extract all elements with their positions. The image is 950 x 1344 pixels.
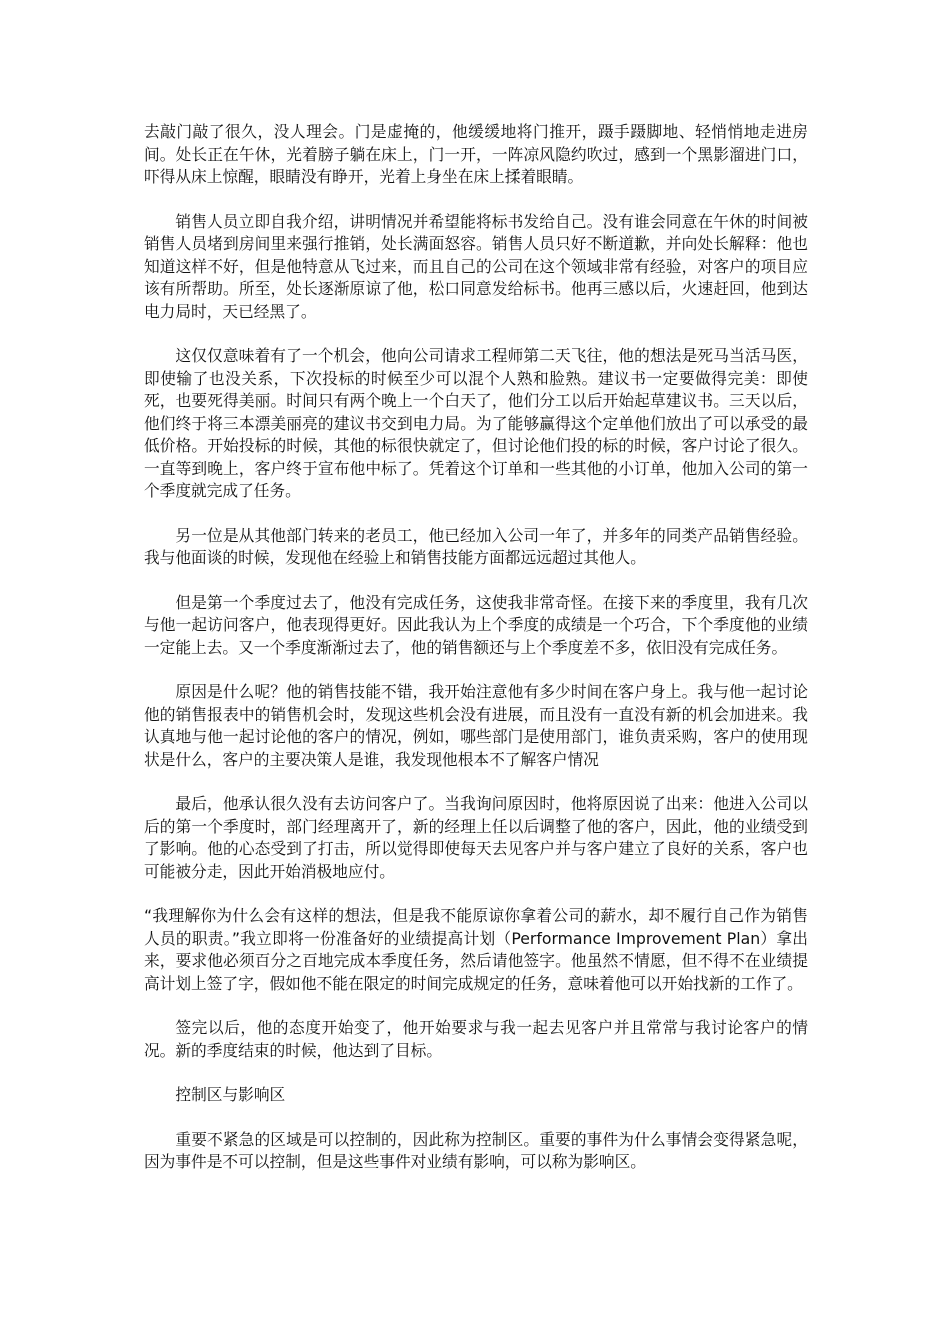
paragraph-6: 原因是什么呢？他的销售技能不错，我开始注意他有多少时间在客户身上。我与他一起讨论他的销售报表中的销售机会时，发现这些机会没有进展，而且没有一直没有新的机会加进来。我认真地与他一起讨论他的客户的情况，例如，哪些部门是使用部门，谁负责采购，客户的使用现状是什么，客户的主要决策人是谁，我发现他根本不了解客户情况 (144, 682, 808, 769)
paragraph-8: “我理解你为什么会有这样的想法，但是我不能原谅你拿着公司的薪水，却不履行自己作为销售人员的职责。”我立即将一份准备好的业绩提高计划（Performance Improvement Plan）拿出来，要求他必须百分之百地完成本季度任务，然后请他签字。他虽然不情愿，但不得不在业绩提高计划上签了字，假如他不能在限定的时间完成规定的任务，意味着他可以开始找新的工作了。 (144, 906, 808, 993)
paragraph-4: 另一位是从其他部门转来的老员工，他已经加入公司一年了，并多年的同类产品销售经验。我与他面谈的时候，发现他在经验上和销售技能方面都远远超过其他人。 (144, 525, 808, 567)
section-heading: 控制区与影响区 (175, 1085, 286, 1104)
document-body (144, 121, 808, 1174)
paragraph-1: 去敲门敲了很久，没人理会。门是虚掩的，他缓缓地将门推开，蹑手蹑脚地、轻悄悄地走进房间。处长正在午休，光着膀子躺在床上，门一开，一阵凉风隐约吹过，感到一个黑影溜进门口，吓得从床上惊醒，眼睛没有睁开，光着上身坐在床上揉着眼睛。 (144, 122, 808, 186)
paragraph-10: 重要不紧急的区域是可以控制的，因此称为控制区。重要的事件为什么事情会变得紧急呢，因为事件是不可以控制，但是这些事件对业绩有影响，可以称为影响区。 (144, 1129, 808, 1171)
paragraph-5: 但是第一个季度过去了，他没有完成任务，这使我非常奇怪。在接下来的季度里，我有几次与他一起访问客户，他表现得更好。因此我认为上个季度的成绩是一个巧合，下个季度他的业绩一定能上去。又一个季度渐渐过去了，他的销售额还与上个季度差不多，依旧没有完成任务。 (144, 592, 808, 657)
paragraph-7: 最后，他承认很久没有去访问客户了。当我询问原因时，他将原因说了出来：他进入公司以后的第一个季度时，部门经理离开了，新的经理上任以后调整了他的客户，因此，他的业绩受到了影响。他的心态受到了打击，所以觉得即使每天去见客户并与客户建立了良好的关系，客户也可能被分走，因此开始消极地应付。 (144, 794, 808, 881)
paragraph-9: 签完以后，他的态度开始变了，他开始要求与我一起去见客户并且常常与我讨论客户的情况。新的季度结束的时候，他达到了目标。 (144, 1018, 808, 1060)
paragraph-2: 销售人员立即自我介绍，讲明情况并希望能将标书发给自己。没有谁会同意在午休的时间被销售人员堵到房间里来强行推销，处长满面怒容。销售人员只好不断道歉，并向处长解释：他也知道这样不好，但是他特意从飞过来，而且自己的公司在这个领域非常有经验，对客户的项目应该有所帮助。所至，处长逐渐原谅了他，松口同意发给标书。他再三感以后，火速赶回，他到达电力局时，天已经黑了。 (144, 211, 808, 321)
paragraph-3: 这仅仅意味着有了一个机会，他向公司请求工程师第二天飞往，他的想法是死马当活马医，即使输了也没关系，下次投标的时候至少可以混个人熟和脸熟。建议书一定要做得完美：即使死，也要死得美丽。时间只有两个晚上一个白天了，他们分工以后开始起草建议书。三天以后，他们终于将三本漂美丽亮的建议书交到电力局。为了能够赢得这个定单他们放出了可以承受的最低价格。开始投标的时候，其他的标很快就定了，但讨论他们投的标的时候，客户讨论了很久。一直等到晚上，客户终于宣布他中标了。凭着这个订单和一些其他的小订单，他加入公司的第一个季度就完成了任务。 (144, 346, 808, 500)
